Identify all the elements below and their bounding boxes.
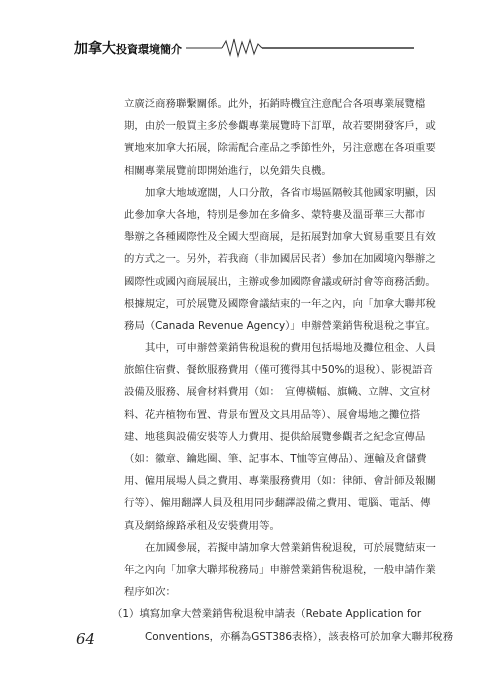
header-title (74, 38, 182, 58)
paragraph-first-line: 其中，可申辦營業銷售稅退稅的費用包括場地及攤位租金、人員 (145, 342, 436, 355)
text-line: 實地來加拿大拓展，除需配合產品之季節性外，另注意應在各項重要 (124, 142, 436, 155)
header-title-sub: 投資環境簡介 (116, 43, 182, 56)
text-line: 期，由於一般買主多於參觀專業展覽時下訂單，故若要開發客戶，或 (124, 120, 436, 133)
text-line: 程序如次： (124, 586, 176, 599)
list-item-line: （1）填寫加拿大營業銷售稅退稅申請表（Rebate Application for (112, 608, 422, 621)
text-line: 相關專業展覽前即開始進行，以免錯失良機。 (124, 164, 332, 177)
text-line: 根據規定，可於展覽及國際會議結束的一年之內，向「加拿大聯邦稅 (124, 297, 436, 310)
text-line: 真及網絡線路承租及安裝費用等。 (124, 519, 280, 532)
text-line: 建、地毯與設備安裝等人力費用、提供給展覽參觀者之紀念宣傳品 (124, 430, 426, 443)
text-line: 此參加拿大各地，特別是參加在多倫多、蒙特婁及溫哥華三大都市 (124, 208, 426, 221)
header-title-main: 加拿大 (74, 41, 116, 57)
text-line: 設備及服務、展會材料費用（如： 宣傳橫幅、旗幟、立牌、文宣材 (124, 386, 431, 399)
paragraph-first-line: 在加國參展，若擬申請加拿大營業銷售稅退稅，可於展覽結束一 (145, 541, 436, 554)
text-line: 料、花卉植物布置、背景布置及文具用品等）、展會場地之攤位搭 (124, 408, 421, 421)
text-line: 立廣泛商務聯繫關係。此外，拓銷時機宜注意配合各項專業展覽檔 (124, 98, 426, 110)
text-line: 舉辦之各種國際性及全國大型商展，是拓展對加拿大貿易重要且有效 (124, 231, 436, 244)
text-line: 旅館住宿費、餐飲服務費用（僅可獲得其中50%的退稅）、影視語音 (124, 364, 433, 377)
text-line: （如：徽章、鑰匙圈、筆、記事本、T恤等宣傳品）、運輸及倉儲費 (124, 453, 427, 465)
text-line: 的方式之一。另外，若我商（非加國居民者）參加在加國境內舉辦之 (124, 253, 436, 266)
text-line: 行等）、僱用翻譯人員及租用同步翻譯設備之費用、電腦、電話、傳 (124, 497, 431, 510)
list-item-continuation: Conventions，亦稱為GST386表格），該表格可於加拿大聯邦稅務 (145, 630, 454, 643)
paragraph-first-line: 加拿大地域遼闊，人口分散，各省市場區隔較其他國家明顯，因 (145, 186, 436, 199)
page-number: 64 (76, 630, 96, 648)
running-header (74, 36, 414, 58)
text-line: 務局（Canada Revenue Agency）」申辦營業銷售稅退稅之事宜。 (124, 319, 436, 332)
text-line: 國際性或國內商展展出，主辦或參加國際會議或研討會等商務活動。 (124, 275, 436, 288)
text-line: 用、僱用展場人員之費用、專業服務費用（如：律師、會計師及報關 (124, 475, 436, 488)
body-text (112, 93, 454, 648)
text-line: 年之內向「加拿大聯邦稅務局」申辦營業銷售稅退稅，一般申請作業 (124, 563, 436, 576)
